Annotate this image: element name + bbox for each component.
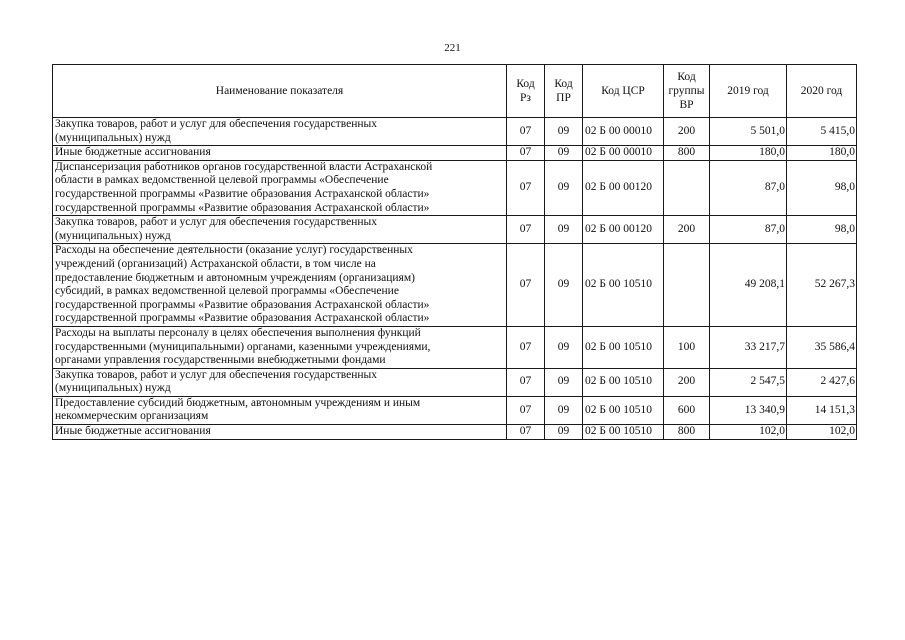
- cell-value-2019: 180,0: [710, 146, 787, 161]
- header-code-pr-line1: Код: [554, 78, 573, 90]
- table-row: [53, 425, 857, 440]
- header-indicator-name: Наименование показателя: [53, 65, 507, 118]
- cell-value-2020: 5 415,0: [787, 118, 857, 146]
- cell-code-vr: 200: [664, 216, 710, 244]
- indicator-name-line: Расходы на обеспечение деятельности (оказание услуг) государственных: [55, 244, 413, 257]
- table-row: [53, 244, 857, 327]
- cell-indicator-name: [53, 146, 507, 161]
- cell-value-2020: 98,0: [787, 216, 857, 244]
- cell-code-rz: 07: [507, 118, 545, 146]
- indicator-name-line: предоставление бюджетным и автономным учреждениям (организациям): [55, 271, 415, 284]
- cell-value-2019: 13 340,9: [710, 396, 787, 424]
- cell-code-vr: 600: [664, 396, 710, 424]
- cell-code-pr: 09: [545, 244, 583, 327]
- cell-value-2019: 102,0: [710, 425, 787, 440]
- cell-code-rz: 07: [507, 216, 545, 244]
- cell-code-rz: 07: [507, 368, 545, 396]
- cell-code-csr: 02 Б 00 00010: [583, 118, 664, 146]
- cell-value-2019: 87,0: [710, 160, 787, 215]
- cell-value-2020: 52 267,3: [787, 244, 857, 327]
- cell-code-pr: 09: [545, 326, 583, 368]
- cell-code-pr: 09: [545, 216, 583, 244]
- indicator-name-line: Иные бюджетные ассигнования: [55, 425, 211, 438]
- cell-code-csr: 02 Б 00 10510: [583, 425, 664, 440]
- cell-value-2019: 5 501,0: [710, 118, 787, 146]
- indicator-name-line: (муниципальных) нужд: [55, 229, 171, 242]
- cell-code-vr: 800: [664, 425, 710, 440]
- header-code-vr-line1: Код: [677, 71, 696, 83]
- indicator-name-line: государственной программы «Развитие образования Астраханской области»: [55, 312, 430, 325]
- cell-code-vr: 100: [664, 326, 710, 368]
- cell-code-vr: [664, 160, 710, 215]
- cell-indicator-name: [53, 396, 507, 424]
- indicator-name-line: некоммерческим организациям: [55, 410, 209, 423]
- table-row: [53, 396, 857, 424]
- cell-value-2019: 2 547,5: [710, 368, 787, 396]
- cell-value-2019: 33 217,7: [710, 326, 787, 368]
- header-code-pr: [545, 65, 583, 118]
- budget-table: [52, 64, 857, 440]
- header-year-2019: 2019 год: [710, 65, 787, 118]
- indicator-name-line: органами управления государственными внебюджетными фондами: [55, 354, 386, 367]
- cell-value-2020: 180,0: [787, 146, 857, 161]
- header-code-vr-line3: ВР: [679, 99, 694, 111]
- cell-code-csr: 02 Б 00 00120: [583, 216, 664, 244]
- cell-indicator-name: [53, 368, 507, 396]
- cell-indicator-name: [53, 244, 507, 327]
- cell-indicator-name: [53, 216, 507, 244]
- indicator-name-line: (муниципальных) нужд: [55, 131, 171, 144]
- indicator-name-line: государственной программы «Развитие образования Астраханской области»: [55, 201, 430, 214]
- cell-code-csr: 02 Б 00 10510: [583, 244, 664, 327]
- indicator-name-line: государственными (муниципальными) органами, казенными учреждениями,: [55, 340, 431, 353]
- cell-code-csr: 02 Б 00 10510: [583, 326, 664, 368]
- page-number: 221: [444, 42, 461, 54]
- indicator-name-line: Закупка товаров, работ и услуг для обеспечения государственных: [55, 216, 378, 229]
- indicator-name-line: государственной программы «Развитие образования Астраханской области»: [55, 298, 430, 311]
- table-row: [53, 118, 857, 146]
- cell-code-pr: 09: [545, 396, 583, 424]
- indicator-name-line: области в рамках ведомственной целевой программы «Обеспечение: [55, 174, 389, 187]
- cell-code-vr: 200: [664, 118, 710, 146]
- header-code-vr-line2: группы: [668, 85, 705, 97]
- cell-code-rz: 07: [507, 425, 545, 440]
- header-code-rz-line1: Код: [516, 78, 535, 90]
- indicator-name-line: субсидий, в рамках ведомственной целевой программы «Обеспечение: [55, 285, 399, 298]
- cell-code-csr: 02 Б 00 00010: [583, 146, 664, 161]
- indicator-name-line: Диспансеризация работников органов государственной власти Астраханской: [55, 160, 433, 173]
- table-header-row: [53, 65, 857, 118]
- cell-value-2020: 2 427,6: [787, 368, 857, 396]
- cell-code-rz: 07: [507, 146, 545, 161]
- cell-value-2020: 98,0: [787, 160, 857, 215]
- table-row: [53, 326, 857, 368]
- cell-value-2020: 14 151,3: [787, 396, 857, 424]
- indicator-name-line: Закупка товаров, работ и услуг для обеспечения государственных: [55, 118, 378, 130]
- table-row: [53, 146, 857, 161]
- cell-code-csr: 02 Б 00 00120: [583, 160, 664, 215]
- cell-code-rz: 07: [507, 244, 545, 327]
- indicator-name-line: Закупка товаров, работ и услуг для обеспечения государственных: [55, 368, 378, 381]
- indicator-name-line: учреждений (организаций) Астраханской области, в том числе на: [55, 257, 376, 270]
- header-code-rz-line2: Рз: [520, 92, 531, 104]
- cell-code-csr: 02 Б 00 10510: [583, 396, 664, 424]
- cell-indicator-name: [53, 118, 507, 146]
- cell-code-pr: 09: [545, 146, 583, 161]
- cell-value-2019: 49 208,1: [710, 244, 787, 327]
- indicator-name-line: государственной программы «Развитие образования Астраханской области»: [55, 187, 430, 200]
- cell-code-pr: 09: [545, 368, 583, 396]
- cell-indicator-name: [53, 160, 507, 215]
- header-year-2020: 2020 год: [787, 65, 857, 118]
- cell-code-pr: 09: [545, 118, 583, 146]
- header-code-pr-line2: ПР: [556, 92, 571, 104]
- table-row: [53, 160, 857, 215]
- indicator-name-line: Предоставление субсидий бюджетным, автономным учреждениям и иным: [55, 396, 421, 409]
- cell-code-csr: 02 Б 00 10510: [583, 368, 664, 396]
- cell-code-rz: 07: [507, 396, 545, 424]
- indicator-name-line: Расходы на выплаты персоналу в целях обеспечения выполнения функций: [55, 326, 421, 339]
- cell-code-vr: 800: [664, 146, 710, 161]
- cell-value-2019: 87,0: [710, 216, 787, 244]
- cell-code-rz: 07: [507, 326, 545, 368]
- cell-value-2020: 102,0: [787, 425, 857, 440]
- table-body: [53, 118, 857, 440]
- cell-indicator-name: [53, 326, 507, 368]
- table-row: [53, 216, 857, 244]
- cell-value-2020: 35 586,4: [787, 326, 857, 368]
- indicator-name-line: Иные бюджетные ассигнования: [55, 146, 211, 159]
- header-code-rz: [507, 65, 545, 118]
- indicator-name-line: (муниципальных) нужд: [55, 382, 171, 395]
- cell-code-pr: 09: [545, 160, 583, 215]
- header-code-csr: Код ЦСР: [583, 65, 664, 118]
- cell-code-rz: 07: [507, 160, 545, 215]
- table-row: [53, 368, 857, 396]
- cell-indicator-name: [53, 425, 507, 440]
- cell-code-vr: 200: [664, 368, 710, 396]
- cell-code-vr: [664, 244, 710, 327]
- header-code-vr: [664, 65, 710, 118]
- cell-code-pr: 09: [545, 425, 583, 440]
